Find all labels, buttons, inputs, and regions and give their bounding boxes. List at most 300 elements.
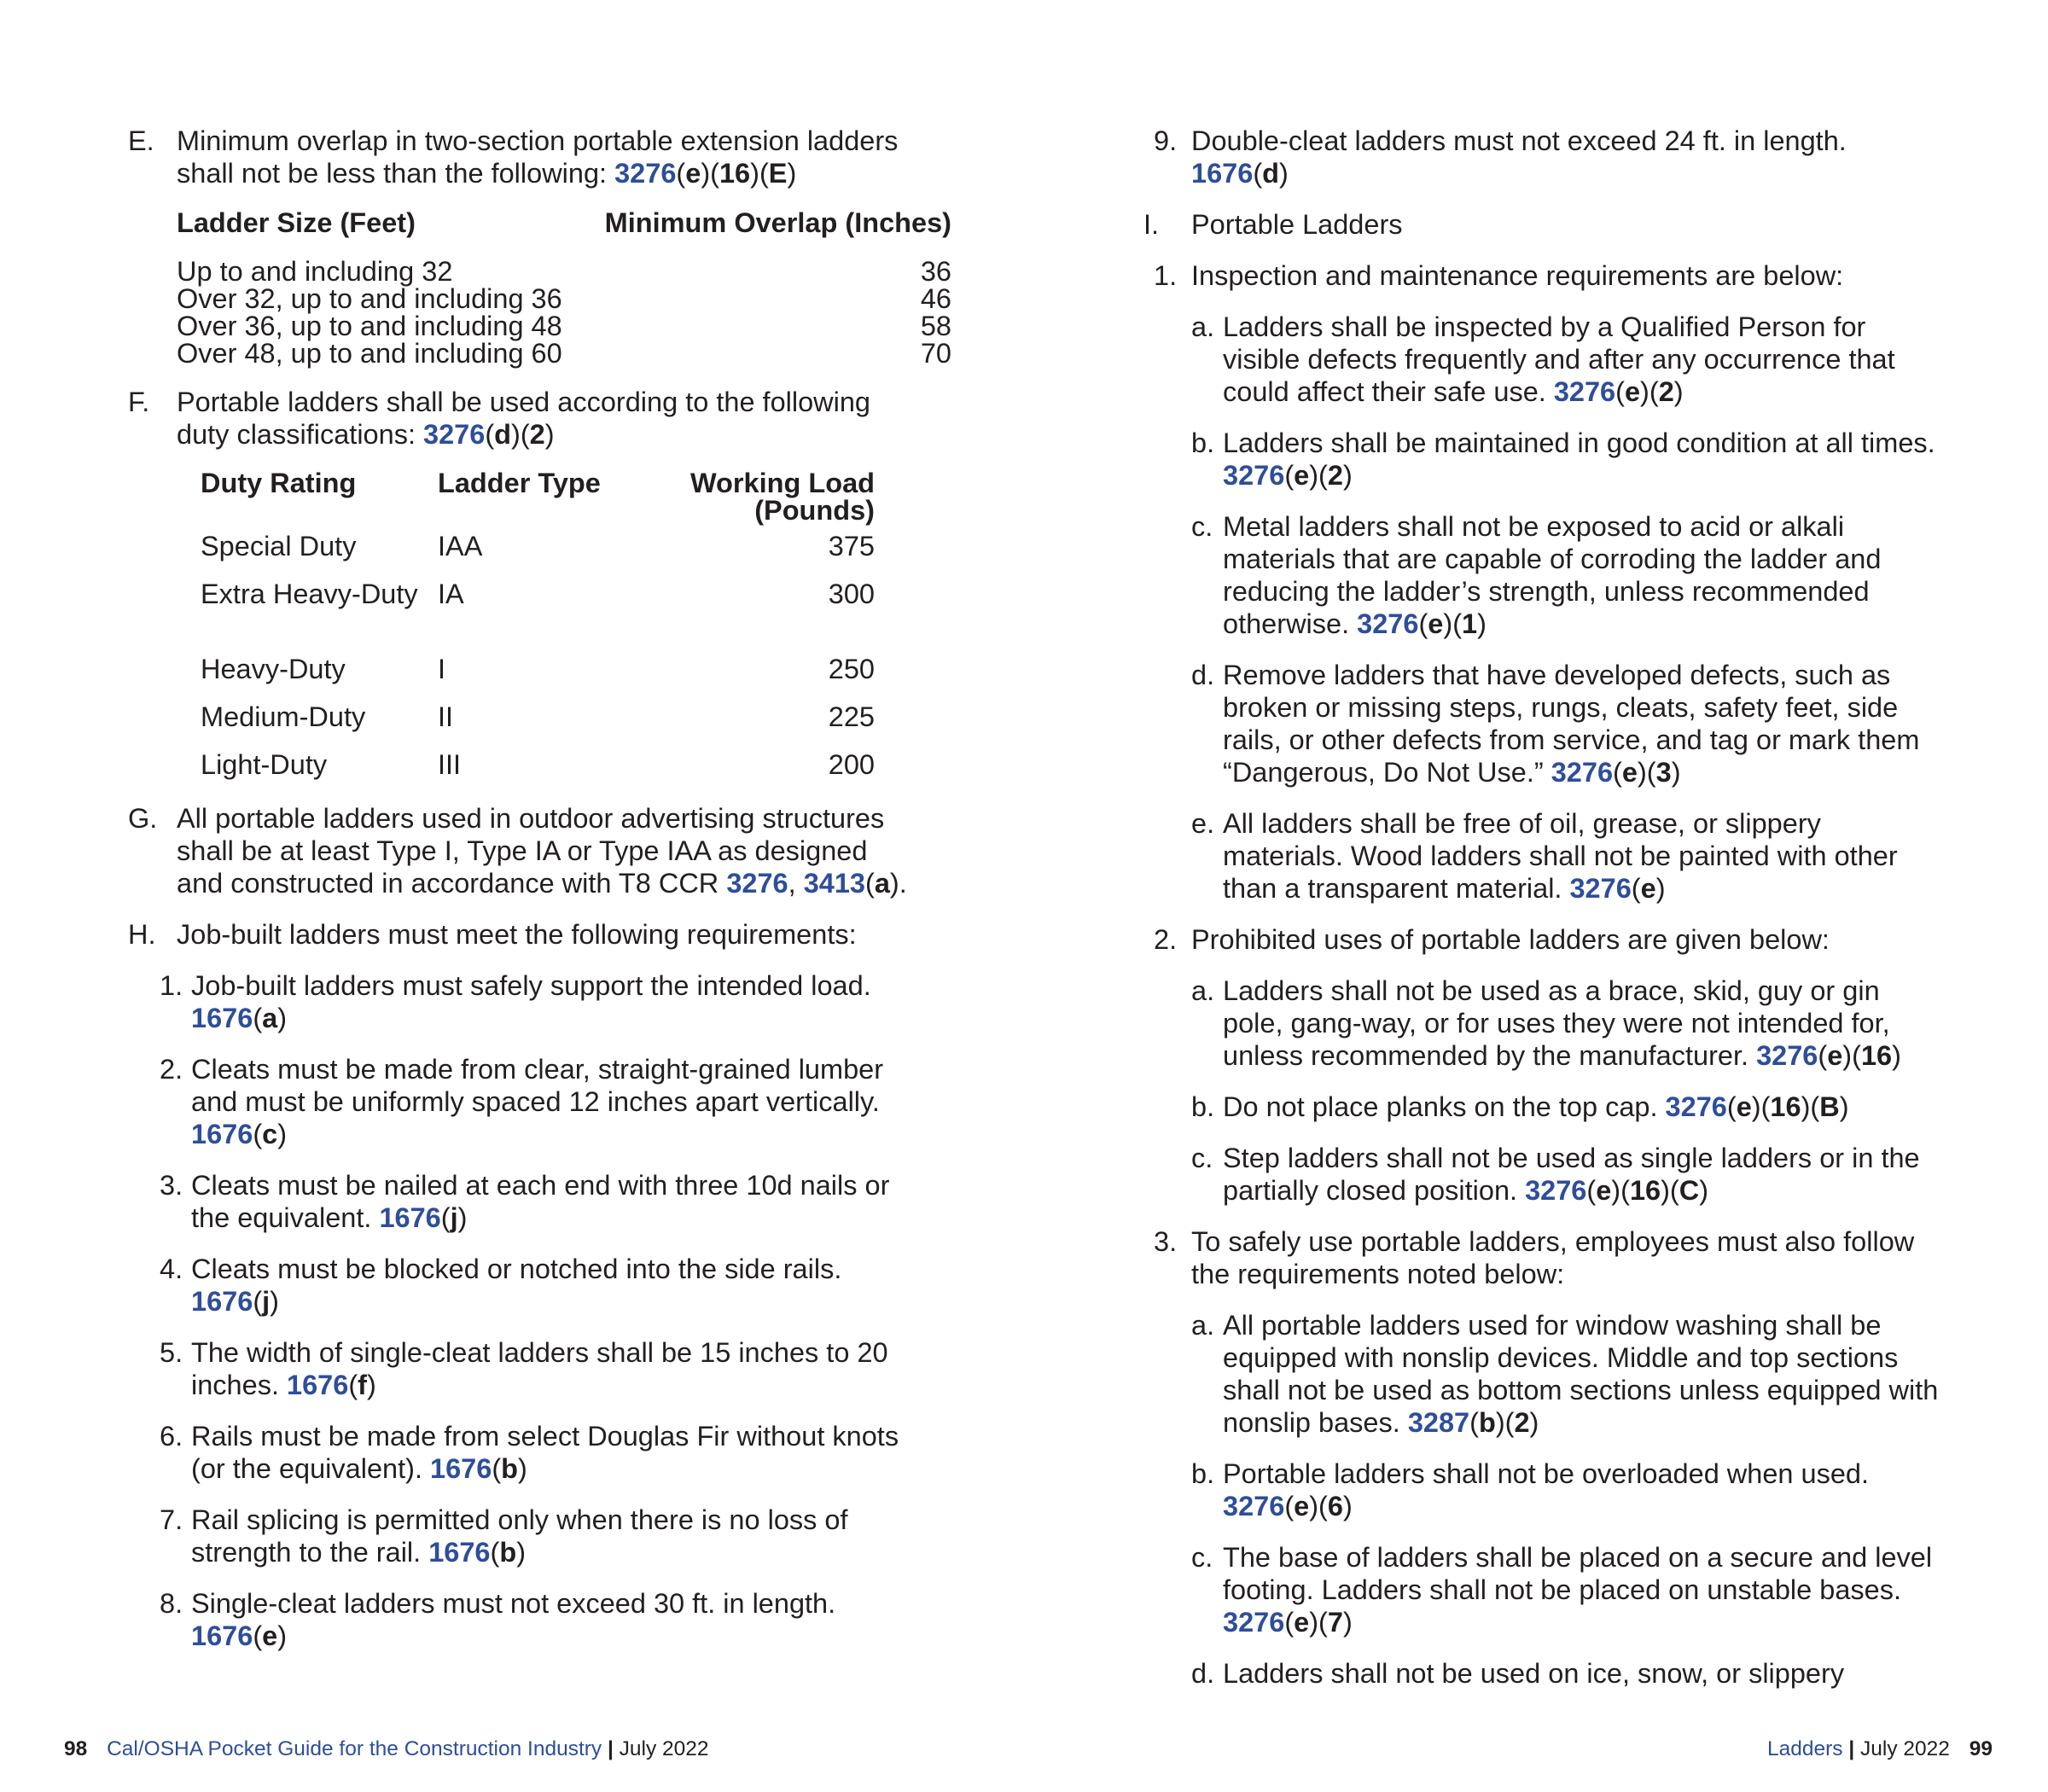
- item-text: [1223, 311, 1947, 408]
- reference-part: ): [1892, 1040, 1901, 1071]
- item-body: Minimum overlap in two-section portable extension ladders shall not be less than the following:: [177, 125, 899, 189]
- reference-part: b: [1478, 1407, 1496, 1438]
- reference-part: 16: [1860, 1040, 1893, 1071]
- item-marker: a.: [1191, 975, 1215, 1006]
- duty-table-header-type: Ladder Type: [438, 468, 601, 498]
- reference-part: (: [1726, 1091, 1737, 1122]
- footer-separator: |: [1848, 1737, 1855, 1760]
- reference-part: c: [262, 1119, 278, 1149]
- item-body: Ladders shall not be used on ice, snow, or slippery: [1223, 1658, 1845, 1689]
- item-body: All portable ladders used in outdoor advertising structures shall be at least Type I, Type IA or Type IAA as designed and constructed in accordance with T8 CCR: [177, 803, 885, 899]
- reference-part: )(: [1637, 757, 1656, 788]
- item-body: All ladders shall be free of oil, grease, or slippery materials. Wood ladders shall not be painted with other than a transparent material.: [1223, 808, 1898, 904]
- reference-part: )(: [1640, 376, 1659, 407]
- reference-part: ): [277, 1003, 288, 1033]
- table-cell: IAA: [438, 531, 483, 561]
- item-body: Step ladders shall not be used as single ladders or in the partially closed position.: [1223, 1143, 1920, 1206]
- table-cell: IA: [438, 579, 464, 609]
- item-marker: c.: [1191, 511, 1213, 542]
- overlap-table-header-size: Ladder Size (Feet): [177, 207, 416, 238]
- item-text: [1191, 923, 1947, 1207]
- reference-part: )(: [750, 158, 769, 189]
- item-9: [1154, 125, 1947, 189]
- table-row: [177, 258, 951, 285]
- list-item: [1191, 1541, 1947, 1638]
- regulation-number: 3276: [1525, 1175, 1587, 1206]
- reference-part: ): [1673, 376, 1684, 407]
- list-item: [1191, 427, 1947, 492]
- item-text: [1223, 1657, 1947, 1690]
- section-I-heading: [1143, 208, 1947, 241]
- table-row: [201, 532, 875, 580]
- regulation-reference: [191, 1003, 287, 1033]
- reference-part: (: [253, 1286, 263, 1317]
- reference-part: )(: [1495, 1407, 1515, 1438]
- item-body: Portable ladders shall not be overloaded when used.: [1223, 1458, 1870, 1489]
- table-cell: Over 36, up to and including 48: [177, 311, 562, 341]
- reference-part: )(: [1309, 1491, 1328, 1521]
- reference-part: e: [1640, 873, 1656, 904]
- reference-part: (: [676, 158, 686, 189]
- regulation-number: 1676: [191, 1620, 253, 1651]
- sub-list: [1191, 1309, 1947, 1690]
- table-cell: III: [438, 749, 462, 780]
- item-marker: 1.: [1154, 260, 1178, 291]
- section-title: Portable Ladders: [1191, 209, 1403, 240]
- list-item: [160, 1253, 913, 1318]
- reference-part: 6: [1327, 1491, 1343, 1521]
- item-marker: d.: [1191, 660, 1215, 690]
- item-text: [1223, 807, 1947, 905]
- reference-part: e: [1827, 1040, 1843, 1071]
- item-text: [191, 1169, 913, 1234]
- table-cell: Up to and including 32: [177, 256, 453, 287]
- sub-list: [1191, 311, 1947, 905]
- item-body: Cleats must be blocked or notched into the side rails.: [191, 1254, 842, 1284]
- regulation-reference: [287, 1370, 376, 1400]
- regulation-number: 3276: [1665, 1091, 1727, 1122]
- regulation-number: 3276: [614, 158, 677, 189]
- reference-part: ): [270, 1286, 279, 1317]
- item-E: [128, 125, 951, 369]
- item-body: The base of ladders shall be placed on a secure and level footing. Ladders shall not be placed on unstable bases.: [1223, 1542, 1933, 1605]
- right-footer: [1767, 1737, 1993, 1762]
- section-name: Ladders: [1767, 1737, 1843, 1760]
- item-marker: b.: [1191, 428, 1215, 458]
- reference-part: 16: [1629, 1175, 1661, 1206]
- regulation-number: 3276: [1569, 873, 1632, 904]
- item-marker: e.: [1191, 808, 1215, 839]
- item-text: [1223, 659, 1947, 788]
- item-body: Double-cleat ladders must not exceed 24 ft. in length.: [1191, 125, 1847, 156]
- regulation-reference: [726, 868, 906, 899]
- table-cell: Over 48, up to and including 60: [177, 338, 562, 369]
- reference-part: ,: [788, 868, 804, 899]
- right-page-column: [1143, 125, 1947, 1690]
- regulation-number: 3287: [1407, 1407, 1470, 1438]
- reference-part: (: [1418, 608, 1428, 639]
- list-item: [1154, 1225, 1947, 1690]
- regulation-number: 3276: [423, 419, 486, 450]
- item-text: [1223, 1142, 1947, 1207]
- regulation-number: 1676: [191, 1003, 253, 1033]
- item-body: Rail splicing is permitted only when there is no loss of strength to the rail.: [191, 1504, 848, 1568]
- regulation-number: 3276: [1756, 1040, 1818, 1071]
- item-marker: 4.: [160, 1254, 183, 1284]
- item-marker: 2.: [1154, 924, 1178, 955]
- item-text: [1223, 1309, 1947, 1439]
- reference-part: f: [358, 1370, 367, 1400]
- item-body: Metal ladders shall not be exposed to acid or alkali materials that are capable of corroding the ladder and reducing the ladder’s strength, unless recommended otherwise.: [1223, 511, 1882, 639]
- item-marker: 3.: [1154, 1226, 1178, 1257]
- regulation-reference: [423, 419, 555, 450]
- reference-part: ): [1699, 1175, 1709, 1206]
- item-marker: 8.: [160, 1588, 183, 1619]
- duty-table-header-rating: Duty Rating: [201, 468, 357, 498]
- item-text: [1191, 125, 1947, 189]
- list-item: [1191, 1309, 1947, 1439]
- reference-part: B: [1819, 1091, 1840, 1122]
- list-item: [1154, 259, 1947, 905]
- item-body: Rails must be made from select Douglas Fir without knots (or the equivalent).: [191, 1421, 899, 1484]
- regulation-reference: [430, 1453, 527, 1484]
- reference-part: 7: [1327, 1607, 1343, 1638]
- item-marker: c.: [1191, 1143, 1213, 1173]
- item-body: Inspection and maintenance requirements are below:: [1191, 260, 1844, 291]
- reference-part: e: [1624, 376, 1641, 407]
- reference-part: E: [768, 158, 788, 189]
- publication-title: Cal/OSHA Pocket Guide for the Construction Industry: [107, 1737, 602, 1760]
- table-cell: 58: [920, 311, 951, 341]
- list-item: [1191, 659, 1947, 788]
- item-marker: 7.: [160, 1504, 183, 1535]
- item-G: [128, 802, 913, 899]
- item-body: Ladders shall be maintained in good condition at all times.: [1223, 428, 1935, 458]
- item-body: Portable ladders shall be used according to the following duty classifications:: [177, 387, 871, 450]
- item-body: Prohibited uses of portable ladders are given below:: [1191, 924, 1830, 955]
- reference-part: e: [1621, 757, 1638, 788]
- regulation-reference: [1223, 1607, 1353, 1638]
- reference-part: (: [1469, 1407, 1479, 1438]
- regulation-reference: [1357, 608, 1487, 639]
- reference-part: a: [874, 868, 890, 899]
- list-item: [1154, 923, 1947, 1207]
- item-marker: F.: [128, 387, 150, 417]
- regulation-number: 3276: [1223, 460, 1285, 491]
- table-cell: II: [438, 701, 454, 732]
- regulation-number: 1676: [430, 1453, 492, 1484]
- reference-part: e: [1294, 1607, 1310, 1638]
- regulation-reference: [428, 1537, 526, 1568]
- table-cell: 225: [828, 701, 875, 732]
- regulation-reference: [1223, 460, 1353, 491]
- list-item: [1191, 975, 1947, 1072]
- table-cell: 70: [920, 338, 951, 369]
- table-cell: I: [438, 654, 446, 684]
- item-body: Cleats must be nailed at each end with three 10d nails or the equivalent.: [191, 1170, 890, 1233]
- job-built-ladder-requirements: [160, 969, 913, 1652]
- regulation-number: 1676: [287, 1370, 349, 1400]
- duty-rating-table: [201, 469, 875, 788]
- reference-part: d: [1262, 158, 1279, 189]
- reference-part: e: [1428, 608, 1444, 639]
- reference-part: b: [499, 1537, 517, 1568]
- regulation-reference: [1551, 757, 1681, 788]
- list-item: [160, 1504, 913, 1568]
- reference-part: ): [1671, 757, 1681, 788]
- reference-part: ): [1342, 1607, 1353, 1638]
- reference-part: (: [253, 1003, 263, 1033]
- reference-part: ): [518, 1453, 527, 1484]
- table-cell: 46: [920, 283, 951, 314]
- table-cell: 250: [828, 654, 875, 684]
- reference-part: (: [440, 1202, 451, 1233]
- item-marker: b.: [1191, 1091, 1215, 1122]
- reference-part: j: [262, 1286, 271, 1317]
- reference-part: (: [1284, 1491, 1295, 1521]
- list-item: [160, 1169, 913, 1234]
- item-marker: 5.: [160, 1337, 183, 1368]
- overlap-table-header-overlap: Minimum Overlap (Inches): [604, 207, 951, 238]
- reference-part: (: [1818, 1040, 1828, 1071]
- item-marker: b.: [1191, 1458, 1215, 1489]
- reference-part: (: [1613, 757, 1622, 788]
- item-text: [191, 1504, 913, 1568]
- item-marker: c.: [1191, 1542, 1213, 1573]
- reference-part: ): [457, 1202, 468, 1233]
- list-item: [1191, 807, 1947, 905]
- item-marker: G.: [128, 803, 158, 834]
- reference-part: a: [262, 1003, 278, 1033]
- reference-part: ): [1655, 873, 1666, 904]
- item-F: [128, 386, 913, 788]
- left-footer: [64, 1737, 709, 1762]
- item-text: [1223, 510, 1947, 640]
- regulation-number: 1676: [191, 1119, 253, 1149]
- item-text: [177, 386, 913, 451]
- table-cell: 36: [920, 256, 951, 287]
- item-text: [1223, 1091, 1947, 1123]
- item-text: [191, 1587, 913, 1652]
- list-item: [1191, 510, 1947, 640]
- item-body: The width of single-cleat ladders shall be 15 inches to 20 inches.: [191, 1337, 888, 1400]
- item-marker: a.: [1191, 1310, 1215, 1341]
- item-text: [191, 1253, 913, 1318]
- reference-part: ): [1342, 460, 1353, 491]
- list-item: [1191, 1457, 1947, 1522]
- sub-list: [1191, 975, 1947, 1207]
- list-item: [160, 1053, 913, 1150]
- reference-part: (: [865, 868, 875, 899]
- reference-part: e: [1294, 1491, 1310, 1521]
- table-row: [177, 340, 951, 367]
- reference-part: 3: [1655, 757, 1672, 788]
- item-text: [177, 125, 951, 189]
- reference-part: 2: [529, 419, 545, 450]
- regulation-reference: [191, 1119, 287, 1149]
- item-marker: 6.: [160, 1421, 183, 1452]
- reference-part: e: [685, 158, 701, 189]
- regulation-number: 1676: [379, 1202, 441, 1233]
- reference-part: )(: [1443, 608, 1463, 639]
- reference-part: 16: [1770, 1091, 1801, 1122]
- list-item: [1191, 1091, 1947, 1123]
- list-item: [1191, 311, 1947, 408]
- reference-part: b: [501, 1453, 519, 1484]
- reference-part: e: [1736, 1091, 1752, 1122]
- reference-part: (: [253, 1620, 263, 1651]
- reference-part: (: [348, 1370, 358, 1400]
- regulation-number: 1676: [191, 1286, 253, 1317]
- regulation-number: 3276: [1551, 757, 1614, 788]
- reference-part: )(: [1661, 1175, 1679, 1206]
- regulation-reference: [191, 1286, 279, 1317]
- table-row: [201, 580, 875, 655]
- item-body: Do not place planks on the top cap.: [1223, 1091, 1666, 1122]
- table-row: [201, 751, 875, 788]
- publication-date: July 2022: [1860, 1737, 1950, 1760]
- reference-part: ): [1279, 158, 1289, 189]
- table-row: [201, 703, 875, 751]
- regulation-number: 3276: [1223, 1491, 1285, 1521]
- left-page-column: [128, 125, 951, 1652]
- reference-part: j: [450, 1202, 458, 1233]
- publication-date: July 2022: [619, 1737, 709, 1760]
- item-text: [1223, 427, 1947, 492]
- reference-part: (: [492, 1453, 502, 1484]
- table-cell: Extra Heavy-Duty: [201, 579, 418, 609]
- table-cell: 375: [828, 531, 875, 561]
- reference-part: )(: [1801, 1091, 1820, 1122]
- item-text: [1223, 1457, 1947, 1522]
- reference-part: )(: [511, 419, 530, 450]
- item-marker: H.: [128, 919, 156, 950]
- reference-part: ): [277, 1620, 288, 1651]
- regulation-reference: [614, 158, 796, 189]
- reference-part: )(: [1842, 1040, 1861, 1071]
- list-item: [160, 1587, 913, 1652]
- item-text: [191, 969, 913, 1034]
- table-row: [201, 655, 875, 703]
- reference-part: (: [1284, 1607, 1295, 1638]
- regulation-reference: [1525, 1175, 1708, 1206]
- reference-part: ).: [889, 868, 907, 899]
- reference-part: (: [1615, 376, 1625, 407]
- reference-part: 16: [719, 158, 751, 189]
- item-marker: 2.: [160, 1054, 183, 1085]
- table-row: [177, 312, 951, 340]
- list-item: [1191, 1142, 1947, 1207]
- reference-part: (: [1253, 158, 1263, 189]
- reference-part: )(: [1309, 460, 1328, 491]
- item-text: [1223, 975, 1947, 1072]
- reference-part: ): [516, 1537, 527, 1568]
- item-text: [177, 802, 913, 899]
- item-marker: a.: [1191, 311, 1215, 342]
- reference-part: ): [544, 419, 555, 450]
- reference-part: ): [277, 1119, 288, 1149]
- reference-part: C: [1679, 1175, 1700, 1206]
- item-body: To safely use portable ladders, employees must also follow the requirements noted below:: [1191, 1226, 1915, 1289]
- reference-part: e: [262, 1620, 278, 1651]
- reference-part: 2: [1658, 376, 1674, 407]
- item-marker: d.: [1191, 1658, 1215, 1689]
- reference-part: (: [490, 1537, 500, 1568]
- regulation-reference: [1554, 376, 1684, 407]
- table-cell: Heavy-Duty: [201, 654, 346, 684]
- item-marker: 9.: [1154, 125, 1178, 156]
- regulation-number: 1676: [428, 1537, 491, 1568]
- regulation-number: 1676: [1191, 158, 1254, 189]
- reference-part: ): [366, 1370, 376, 1400]
- item-text: [191, 1053, 913, 1150]
- regulation-reference: [1569, 873, 1665, 904]
- list-item: [160, 1336, 913, 1401]
- footer-separator: |: [608, 1737, 614, 1760]
- regulation-reference: [1408, 1407, 1539, 1438]
- regulation-number: 3276: [1223, 1607, 1285, 1638]
- regulation-number: 3276: [726, 868, 788, 899]
- table-cell: 200: [828, 749, 875, 780]
- table-cell: Medium-Duty: [201, 701, 366, 732]
- item-marker: 3.: [160, 1170, 183, 1201]
- reference-part: ): [1477, 608, 1487, 639]
- reference-part: 1: [1462, 608, 1478, 639]
- table-cell: Over 32, up to and including 36: [177, 283, 562, 314]
- list-item: [160, 969, 913, 1034]
- regulation-reference: [1223, 1491, 1353, 1521]
- item-body: Ladders shall be inspected by a Qualified Person for visible defects frequently and after any occurrence that could affect their safe use.: [1223, 311, 1895, 407]
- page-number: 98: [64, 1737, 88, 1760]
- regulation-number: 3413: [803, 868, 865, 899]
- regulation-reference: [1666, 1091, 1849, 1122]
- reference-part: ): [1839, 1091, 1849, 1122]
- reference-part: ): [787, 158, 797, 189]
- reference-part: e: [1596, 1175, 1612, 1206]
- item-H: [128, 918, 913, 1652]
- list-item: [1191, 1657, 1947, 1690]
- item-body: Remove ladders that have developed defects, such as broken or missing steps, rungs, cleats, safety feet, side rails, or other defects from service, and tag or mark them “Dangerous, Do Not Use.”: [1223, 660, 1920, 788]
- reference-part: (: [253, 1119, 263, 1149]
- item-marker: E.: [128, 125, 154, 156]
- reference-part: ): [1342, 1491, 1353, 1521]
- overlap-table: [177, 207, 951, 367]
- item-body: Single-cleat ladders must not exceed 30 ft. in length.: [191, 1588, 836, 1619]
- duty-table-header-load: Working Load (Pounds): [689, 468, 875, 526]
- reference-part: )(: [1309, 1607, 1328, 1638]
- regulation-reference: [1756, 1040, 1901, 1071]
- reference-part: d: [494, 419, 512, 450]
- item-text: [191, 1336, 913, 1401]
- reference-part: (: [485, 419, 495, 450]
- table-cell: Special Duty: [201, 531, 357, 561]
- item-marker: 1.: [160, 970, 183, 1001]
- reference-part: )(: [701, 158, 719, 189]
- reference-part: )(: [1611, 1175, 1630, 1206]
- item-text: [191, 1420, 913, 1485]
- regulation-reference: [1191, 158, 1289, 189]
- item-text: [1191, 1225, 1947, 1690]
- item-body: Job-built ladders must safely support the intended load.: [191, 970, 871, 1001]
- reference-part: e: [1294, 460, 1310, 491]
- item-text: [1191, 259, 1947, 905]
- regulation-reference: [379, 1202, 467, 1233]
- reference-part: (: [1586, 1175, 1597, 1206]
- page-number: 99: [1969, 1737, 1993, 1760]
- item-body: All portable ladders used for window washing shall be equipped with nonslip devices. Middle and top sections shall not be used as bottom sections unless equipped with nonslip bases.: [1223, 1310, 1939, 1438]
- reference-part: 2: [1327, 460, 1343, 491]
- reference-part: (: [1284, 460, 1295, 491]
